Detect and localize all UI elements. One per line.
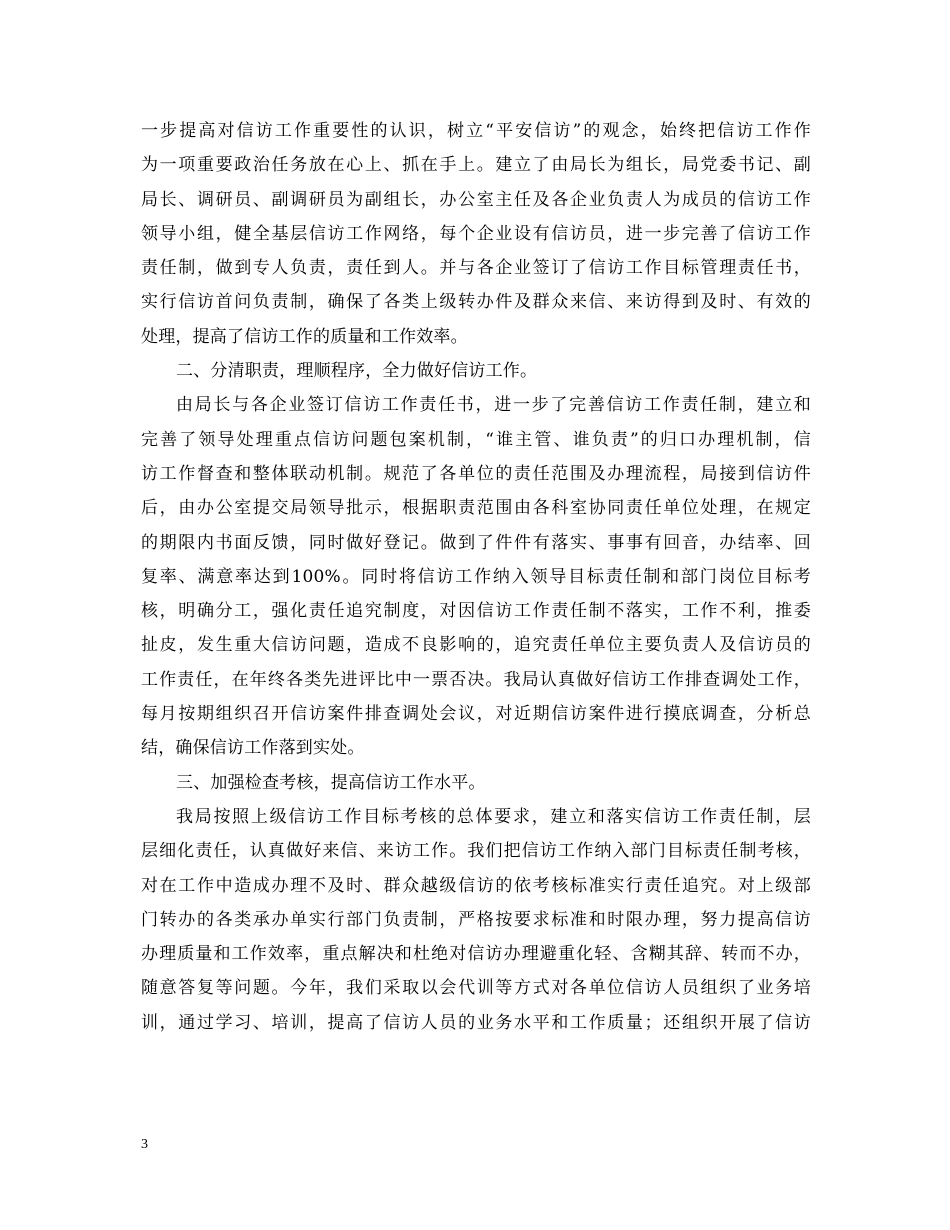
- text-line: 对在工作中造成办理不及时、群众越级信访的依考核标准实行责任追究。对上级部: [141, 875, 811, 896]
- text-line: 实行信访首问负责制，确保了各类上级转办件及群众来信、来访得到及时、有效的: [141, 292, 811, 313]
- text-line: 层细化责任，认真做好来信、来访工作。我们把信访工作纳入部门目标责任制考核，: [141, 841, 811, 862]
- text-line: 局长、调研员、副调研员为副组长，办公室主任及各企业负责人为成员的信访工作: [141, 189, 811, 210]
- text-line: 复率、满意率达到100%。同时将信访工作纳入领导目标责任制和部门岗位目标考: [141, 566, 811, 587]
- text-line: 每月按期组织召开信访案件排查调处会议，对近期信访案件进行摸底调查，分析总: [141, 704, 811, 725]
- text-line: 由局长与各企业签订信访工作责任书，进一步了完善信访工作责任制，建立和: [176, 395, 811, 416]
- text-line: 责任制，做到专人负责，责任到人。并与各企业签订了信访工作目标管理责任书，: [141, 258, 811, 279]
- text-line: 核，明确分工，强化责任追究制度，对因信访工作责任制不落实，工作不利，推委: [141, 601, 811, 622]
- text-line: 一步提高对信访工作重要性的认识，树立“平安信访”的观念，始终把信访工作作: [141, 121, 811, 141]
- text-line: 为一项重要政治任务放在心上、抓在手上。建立了由局长为组长，局党委书记、副: [141, 155, 811, 176]
- text-line: 办理质量和工作效率，重点解决和杜绝对信访办理避重化轻、含糊其辞、转而不办，: [141, 944, 811, 965]
- text-line: 的期限内书面反馈，同时做好登记。做到了件件有落实、事事有回音，办结率、回: [141, 532, 811, 553]
- text-line: 三、加强检查考核，提高信访工作水平。: [176, 772, 486, 793]
- text-line: 随意答复等问题。今年，我们采取以会代训等方式对各单位信访人员组织了业务培: [141, 978, 811, 999]
- text-line: 访工作督查和整体联动机制。规范了各单位的责任范围及办理流程，局接到信访件: [141, 463, 811, 484]
- text-line: 处理，提高了信访工作的质量和工作效率。: [141, 326, 468, 347]
- document-body: [141, 114, 811, 1040]
- text-line: 门转办的各类承办单实行部门负责制，严格按要求标准和时限办理，努力提高信访: [141, 909, 811, 930]
- text-line: 完善了领导处理重点信访问题包案机制，“谁主管、谁负责”的归口办理机制，信: [141, 429, 811, 450]
- page-number: 3: [141, 1137, 148, 1152]
- text-line: 工作责任，在年终各类先进评比中一票否决。我局认真做好信访工作排查调处工作，: [141, 669, 811, 690]
- text-line: 我局按照上级信访工作目标考核的总体要求，建立和落实信访工作责任制，层: [176, 806, 811, 827]
- text-line: 扯皮，发生重大信访问题，造成不良影响的，追究责任单位主要负责人及信访员的: [141, 635, 811, 656]
- text-line: 后，由办公室提交局领导批示，根据职责范围由各科室协同责任单位处理，在规定: [141, 498, 811, 519]
- text-line: 二、分清职责，理顺程序，全力做好信访工作。: [176, 361, 538, 382]
- text-line: 领导小组，健全基层信访工作网络，每个企业设有信访员，进一步完善了信访工作: [141, 223, 811, 244]
- text-line: 结，确保信访工作落到实处。: [141, 738, 365, 759]
- text-line: 训，通过学习、培训，提高了信访人员的业务水平和工作质量；还组织开展了信访: [141, 1012, 811, 1033]
